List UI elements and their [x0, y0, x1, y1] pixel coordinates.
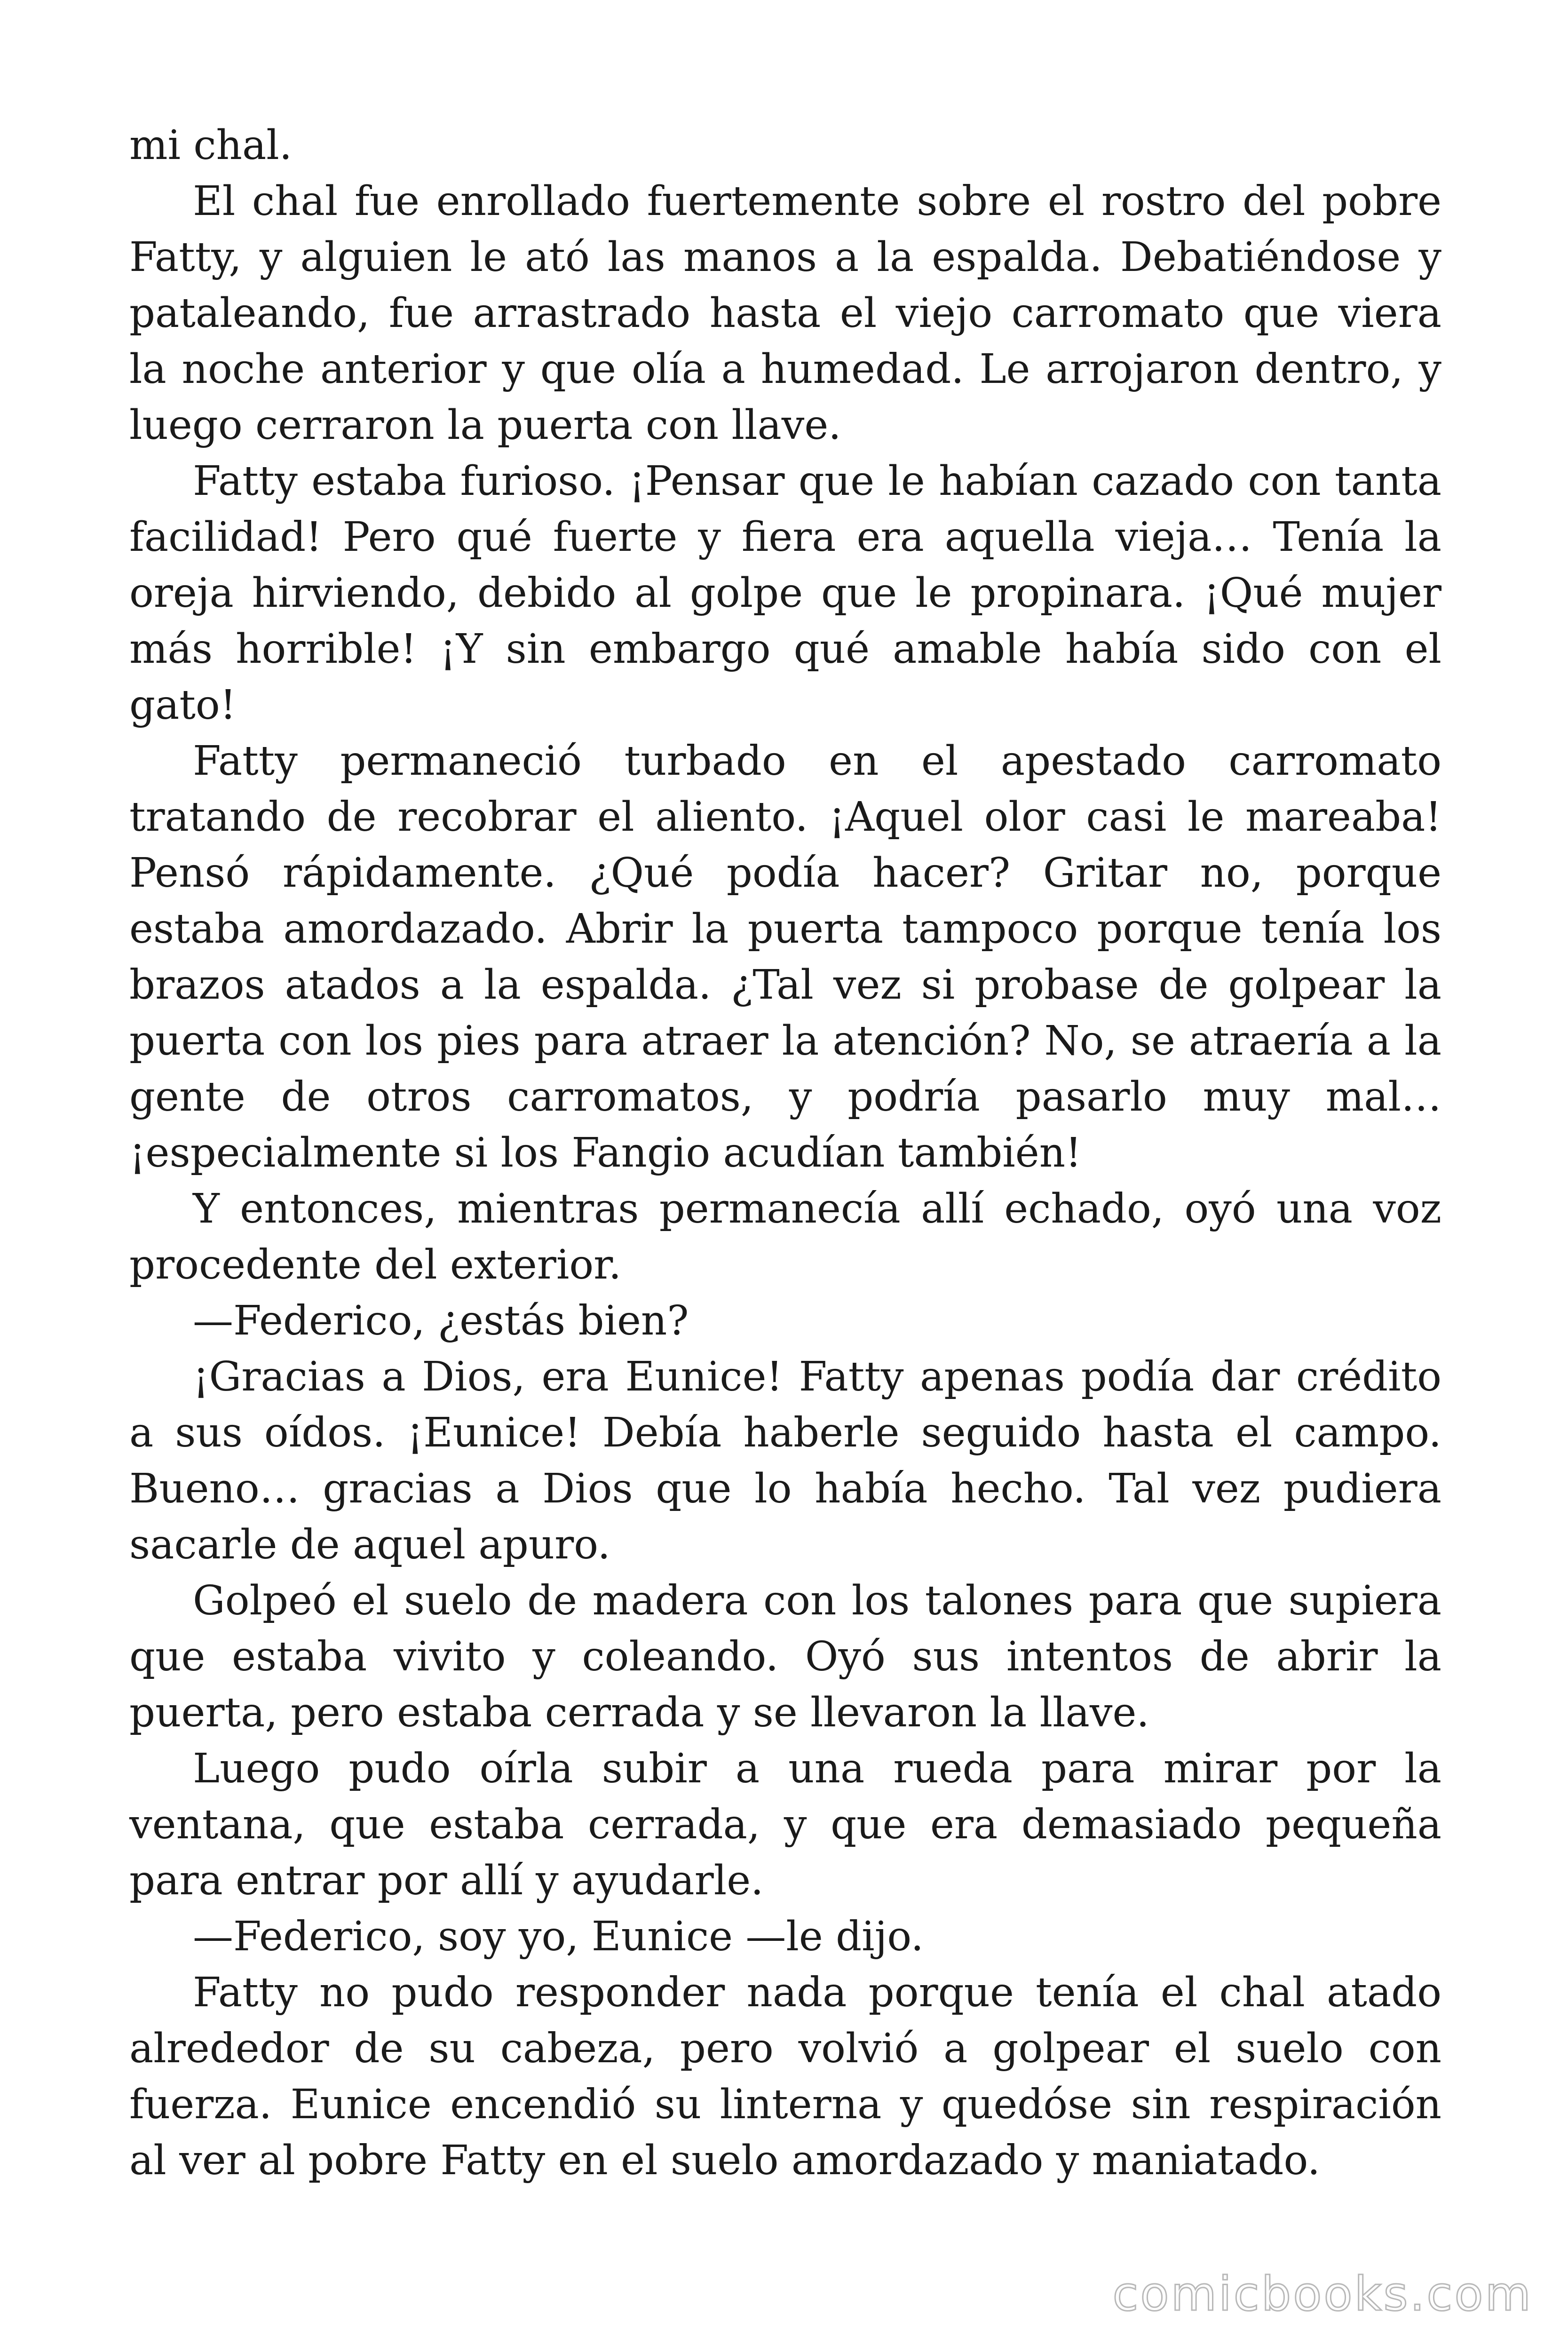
paragraph-3: Fatty estaba furioso. ¡Pensar que le habían cazado con tanta facilidad! Pero qué fuerte y fiera era aquella vieja… Tenía la oreja hirviendo, debido al golpe que le propinara. ¡Qué mujer más horrible! ¡Y sin embargo qué amable había sido con el gato! [129, 458, 1441, 729]
paragraph-7: ¡Gracias a Dios, era Eunice! Fatty apenas podía dar crédito a sus oídos. ¡Eunice! Debía haberle seguido hasta el campo. Bueno… gracias a Dios que lo había hecho. Tal vez pudiera sacarle de aquel apuro. [129, 1353, 1441, 1568]
paragraph-5: Y entonces, mientras permanecía allí echado, oyó una voz procedente del exterior. [129, 1185, 1441, 1288]
page-text [129, 118, 1441, 2189]
paragraph-10: —Federico, soy yo, Eunice —le dijo. [193, 1913, 924, 1960]
paragraph-2: El chal fue enrollado fuertemente sobre el rostro del pobre Fatty, y alguien le ató las manos a la espalda. Debatiéndose y pataleando, fue arrastrado hasta el viejo carromato que viera la noche anterior y que olía a humedad. Le arrojaron dentro, y luego cerraron la puerta con llave. [129, 178, 1441, 449]
paragraph-6: —Federico, ¿estás bien? [193, 1297, 689, 1344]
watermark: comicbooks.com [1112, 2266, 1533, 2321]
paragraph-1: mi chal. [129, 122, 293, 169]
paragraph-4: Fatty permaneció turbado en el apestado carromato tratando de recobrar el aliento. ¡Aquel olor casi le mareaba! Pensó rápidamente. ¿Qué podía hacer? Gritar no, porque estaba amordazado. Abrir la puerta tampoco porque tenía los brazos atados a la espalda. ¿Tal vez si probase de golpear la puerta con los pies para atraer la atención? No, se atraería a la gente de otros carromatos, y podría pasarlo muy mal… ¡especialmente si los Fangio acudían también! [129, 738, 1441, 1176]
paragraph-8: Golpeó el suelo de madera con los talones para que supiera que estaba vivito y coleando. Oyó sus intentos de abrir la puerta, pero estaba cerrada y se llevaron la llave. [129, 1577, 1441, 1736]
paragraph-9: Luego pudo oírla subir a una rueda para mirar por la ventana, que estaba cerrada, y que era demasiado pequeña para entrar por allí y ayudarle. [129, 1745, 1441, 1904]
paragraph-11: Fatty no pudo responder nada porque tenía el chal atado alrededor de su cabeza, pero volvió a golpear el suelo con fuerza. Eunice encendió su linterna y quedóse sin respiración al ver al pobre Fatty en el suelo amordazado y maniatado. [129, 1969, 1441, 2184]
